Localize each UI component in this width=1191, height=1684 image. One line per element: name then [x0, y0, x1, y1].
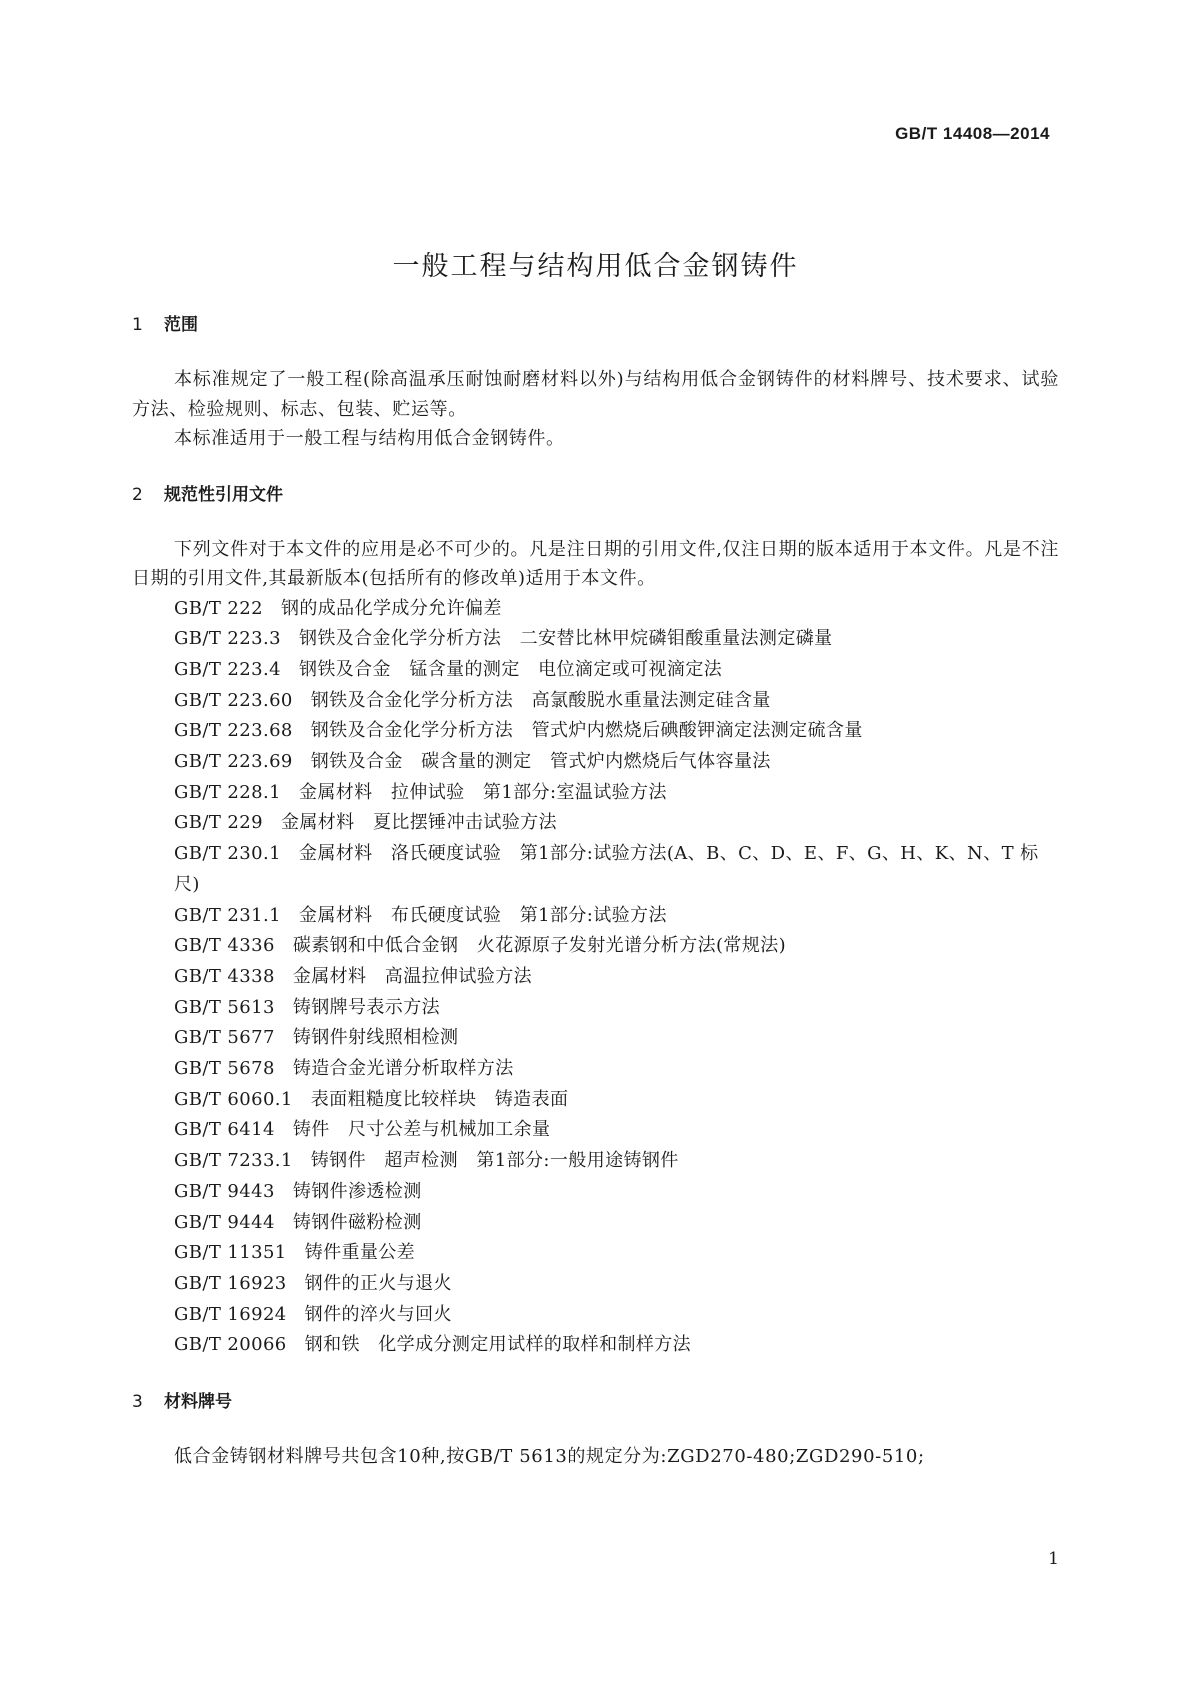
section-3-heading [132, 1391, 1059, 1413]
standard-code: GB/T 14408—2014 [895, 124, 1050, 143]
reference-item [132, 1177, 1059, 1208]
reference-title: 表面粗糙度比较样块 铸造表面 [310, 1088, 569, 1110]
reference-item [132, 747, 1059, 778]
reference-title: 钢件的淬火与回火 [304, 1303, 452, 1325]
reference-title: 铸钢件 超声检测 第1部分:一般用途铸钢件 [310, 1150, 679, 1172]
reference-code: GB/T 223.4 [174, 658, 281, 680]
reference-list [132, 594, 1059, 1362]
reference-title: 碳素钢和中低合金钢 火花源原子发射光谱分析方法(常规法) [292, 935, 787, 957]
reference-code: GB/T 6060.1 [174, 1088, 293, 1110]
reference-code: GB/T 4336 [174, 935, 275, 957]
reference-item [132, 839, 1059, 900]
reference-title: 金属材料 洛氏硬度试验 第1部分:试验方法(A、B、C、D、E、F、G、H、K、N、T 标尺) [174, 843, 1039, 895]
reference-item [132, 1208, 1059, 1239]
reference-title: 铸钢件射线照相检测 [292, 1027, 459, 1049]
reference-code: GB/T 5613 [174, 996, 275, 1018]
reference-code: GB/T 223.3 [174, 628, 281, 650]
reference-code: GB/T 222 [174, 597, 263, 619]
reference-code: GB/T 223.69 [174, 751, 293, 773]
reference-title: 铸钢件磁粉检测 [292, 1211, 422, 1233]
reference-item [132, 1115, 1059, 1146]
reference-title: 钢件的正火与退火 [304, 1272, 452, 1294]
reference-item [132, 686, 1059, 717]
reference-title: 铸钢件渗透检测 [292, 1180, 422, 1202]
reference-title: 钢铁及合金化学分析方法 管式炉内燃烧后碘酸钾滴定法测定硫含量 [310, 720, 863, 742]
reference-item [132, 716, 1059, 747]
reference-item [132, 778, 1059, 809]
reference-code: GB/T 9443 [174, 1180, 275, 1202]
reference-item [132, 993, 1059, 1024]
page-number: 1 [1048, 1549, 1059, 1569]
reference-code: GB/T 7233.1 [174, 1150, 293, 1172]
section-number: 3 [132, 1392, 143, 1413]
reference-code: GB/T 20066 [174, 1334, 287, 1356]
paragraph: 低合金铸钢材料牌号共包含10种,按GB/T 5613的规定分为:ZGD270-480;ZGD290-510; [174, 1446, 925, 1468]
reference-code: GB/T 11351 [174, 1242, 287, 1264]
reference-title: 铸钢牌号表示方法 [292, 996, 441, 1018]
reference-code: GB/T 229 [174, 812, 263, 834]
section-number: 1 [132, 315, 143, 335]
reference-title: 金属材料 夏比摆锤冲击试验方法 [280, 812, 557, 834]
reference-code: GB/T 223.60 [174, 689, 293, 711]
paragraph: 本标准规定了一般工程(除高温承压耐蚀耐磨材料以外)与结构用低合金钢铸件的材料牌号、技术要求、试验方法、检验规则、标志、包装、贮运等。 [132, 369, 1059, 420]
paragraph: 下列文件对于本文件的应用是必不可少的。凡是注日期的引用文件,仅注日期的版本适用于本文件。凡是不注日期的引用文件,其最新版本(包括所有的修改单)适用于本文件。 [132, 538, 1059, 589]
reference-item [132, 1300, 1059, 1331]
section-2-heading [132, 484, 1059, 506]
reference-code: GB/T 4338 [174, 965, 275, 987]
section-1-heading [132, 314, 1059, 336]
reference-code: GB/T 16924 [174, 1303, 287, 1325]
reference-title: 金属材料 布氏硬度试验 第1部分:试验方法 [298, 904, 667, 926]
section-title: 材料牌号 [164, 1392, 232, 1413]
reference-title: 铸件重量公差 [304, 1242, 416, 1264]
reference-title: 钢铁及合金 碳含量的测定 管式炉内燃烧后气体容量法 [310, 751, 771, 773]
section-title: 范围 [164, 315, 198, 335]
reference-code: GB/T 6414 [174, 1119, 275, 1141]
reference-code: GB/T 16923 [174, 1272, 287, 1294]
reference-item [132, 1269, 1059, 1300]
reference-item [132, 901, 1059, 932]
reference-title: 钢铁及合金 锰含量的测定 电位滴定或可视滴定法 [298, 658, 723, 680]
reference-item [132, 1238, 1059, 1269]
reference-title: 钢和铁 化学成分测定用试样的取样和制样方法 [304, 1334, 692, 1356]
reference-code: GB/T 9444 [174, 1211, 275, 1233]
document-title: 一般工程与结构用低合金钢铸件 [392, 251, 799, 283]
reference-item [132, 594, 1059, 625]
reference-item [132, 1054, 1059, 1085]
reference-item [132, 808, 1059, 839]
reference-title: 铸造合金光谱分析取样方法 [292, 1058, 514, 1080]
reference-item [132, 1085, 1059, 1116]
reference-title: 钢铁及合金化学分析方法 高氯酸脱水重量法测定硅含量 [310, 689, 771, 711]
reference-title: 钢铁及合金化学分析方法 二安替比林甲烷磷钼酸重量法测定磷量 [298, 628, 833, 650]
reference-item [132, 962, 1059, 993]
reference-title: 金属材料 拉伸试验 第1部分:室温试验方法 [298, 781, 667, 803]
reference-code: GB/T 5677 [174, 1027, 275, 1049]
reference-code: GB/T 228.1 [174, 781, 281, 803]
paragraph: 本标准适用于一般工程与结构用低合金钢铸件。 [174, 428, 565, 449]
reference-item [132, 1330, 1059, 1361]
reference-title: 金属材料 高温拉伸试验方法 [292, 965, 533, 987]
reference-code: GB/T 5678 [174, 1058, 275, 1080]
document-body [132, 314, 1059, 1472]
section-title: 规范性引用文件 [164, 484, 283, 505]
reference-title: 铸件 尺寸公差与机械加工余量 [292, 1119, 551, 1141]
reference-item [132, 931, 1059, 962]
reference-code: GB/T 223.68 [174, 720, 293, 742]
reference-item [132, 624, 1059, 655]
reference-item [132, 1146, 1059, 1177]
reference-item [132, 1023, 1059, 1054]
reference-item [132, 655, 1059, 686]
reference-title: 钢的成品化学成分允许偏差 [280, 597, 502, 619]
reference-code: GB/T 230.1 [174, 843, 281, 865]
section-number: 2 [132, 484, 143, 505]
reference-code: GB/T 231.1 [174, 904, 281, 926]
